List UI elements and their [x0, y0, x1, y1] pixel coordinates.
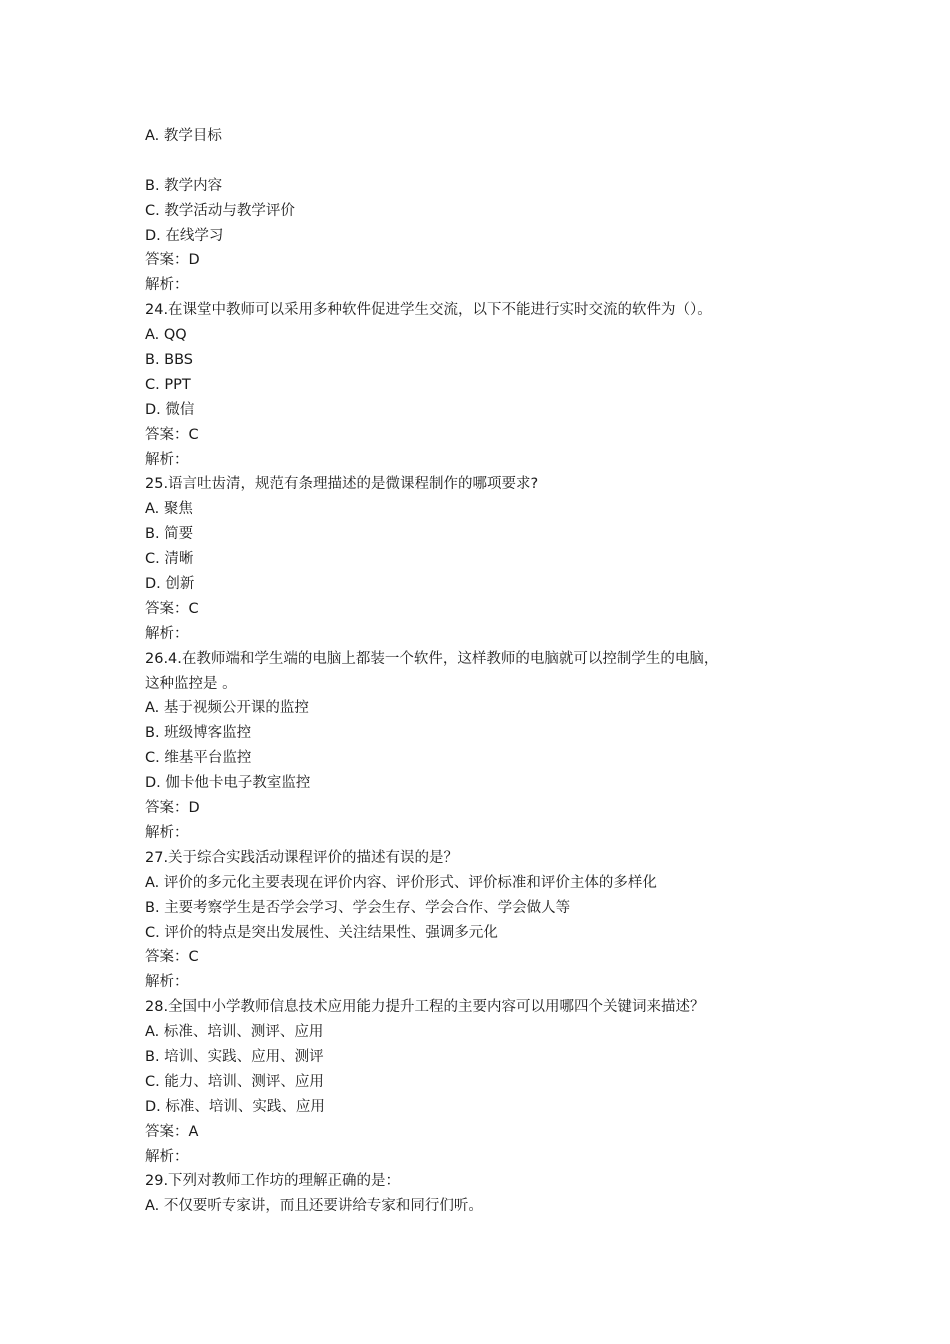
question-26-continued: 这种监控是 。	[145, 675, 237, 692]
analysis-line: 解析：	[145, 277, 189, 294]
option-line: D. 在线学习	[145, 227, 224, 244]
analysis-line: 解析：	[145, 974, 189, 991]
blank-line	[145, 149, 825, 174]
option-line: D. 伽卡他卡电子教室监控	[145, 775, 311, 792]
option-line: A. QQ	[145, 327, 187, 344]
question-25: 25.语言吐齿清，规范有条理描述的是微课程制作的哪项要求?	[145, 476, 539, 493]
analysis-line: 解析：	[145, 625, 189, 642]
question-27: 27.关于综合实践活动课程评价的描述有误的是？	[145, 849, 459, 866]
option-line: A. 聚焦	[145, 501, 193, 518]
option-line: B. 主要考察学生是否学会学习、学会生存、学会合作、学会做人等	[145, 899, 571, 916]
question-29: 29.下列对教师工作坊的理解正确的是：	[145, 1173, 401, 1190]
question-28: 28.全国中小学教师信息技术应用能力提升工程的主要内容可以用哪四个关键词来描述？	[145, 999, 705, 1016]
answer-line: 答案：C	[145, 949, 199, 966]
option-line: A. 不仅要听专家讲，而且还要讲给专家和同行们听。	[145, 1198, 483, 1215]
answer-line: 答案：C	[145, 600, 199, 617]
answer-line: 答案：D	[145, 800, 200, 817]
option-line: C. 评价的特点是突出发展性、关注结果性、强调多元化	[145, 924, 498, 941]
analysis-line: 解析：	[145, 824, 189, 841]
question-24: 24.在课堂中教师可以采用多种软件促进学生交流，以下不能进行实时交流的软件为（）。	[145, 302, 712, 319]
option-line: A. 基于视频公开课的监控	[145, 700, 309, 717]
option-line: C. 维基平台监控	[145, 750, 252, 767]
document-page	[145, 124, 825, 1219]
option-line: A. 评价的多元化主要表现在评价内容、评价形式、评价标准和评价主体的多样化	[145, 874, 657, 891]
option-line: A. 标准、培训、测评、应用	[145, 1024, 324, 1041]
option-line: C. 清晰	[145, 551, 194, 568]
option-line: D. 创新	[145, 576, 195, 593]
option-line: B. BBS	[145, 352, 194, 369]
option-line: C. PPT	[145, 376, 191, 393]
option-line: B. 教学内容	[145, 177, 223, 194]
option-line: D. 微信	[145, 401, 195, 418]
answer-line: 答案：A	[145, 1123, 199, 1140]
answer-line: 答案：D	[145, 252, 200, 269]
option-line: C. 教学活动与教学评价	[145, 202, 295, 219]
option-line: B. 培训、实践、应用、测评	[145, 1048, 324, 1065]
option-line: B. 班级博客监控	[145, 725, 252, 742]
option-line: A. 教学目标	[145, 128, 222, 144]
option-line: D. 标准、培训、实践、应用	[145, 1098, 325, 1115]
option-line: B. 简要	[145, 526, 194, 543]
option-line: C. 能力、培训、测评、应用	[145, 1073, 324, 1090]
question-26: 26.4.在教师端和学生端的电脑上都装一个软件，这样教师的电脑就可以控制学生的电脑，	[145, 650, 719, 667]
analysis-line: 解析：	[145, 451, 189, 468]
answer-line: 答案：C	[145, 426, 199, 443]
analysis-line: 解析：	[145, 1148, 189, 1165]
